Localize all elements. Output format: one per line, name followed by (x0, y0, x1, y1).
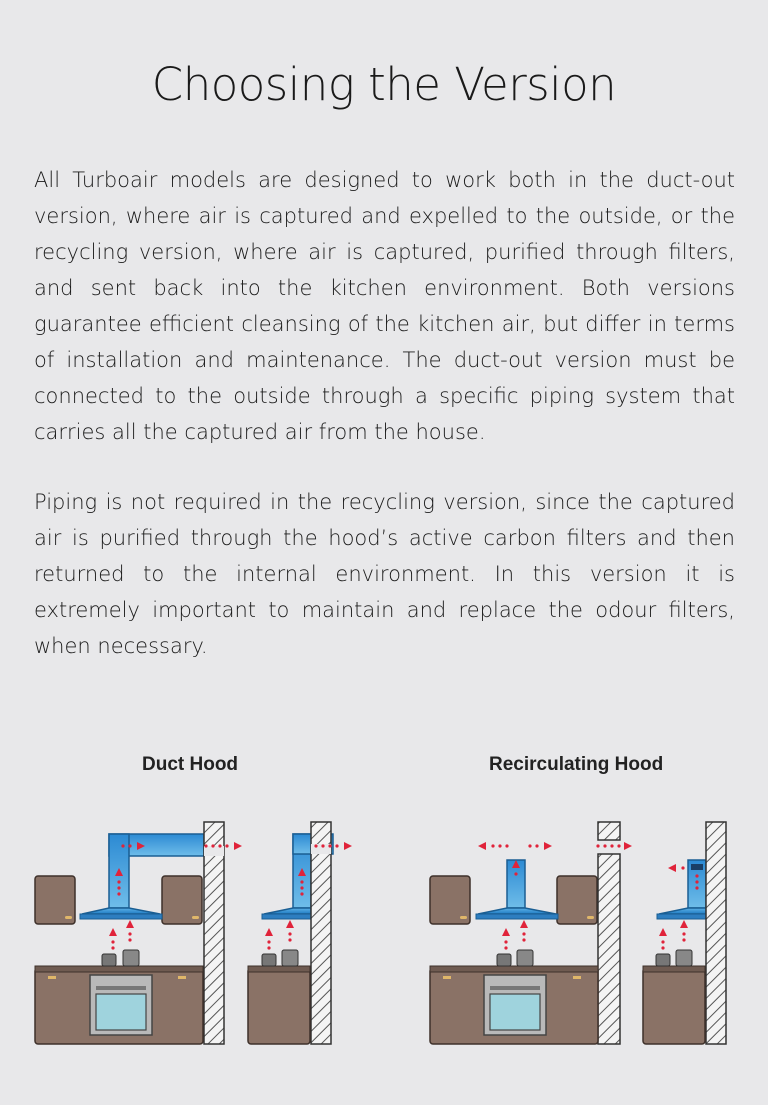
recirculating-hood-side (643, 822, 726, 1044)
duct-hood-side (248, 822, 352, 1044)
page-title: Choosing the Version (151, 58, 617, 111)
intro-paragraph: All Turboair models are designed to work both in the duct-out version, where air is captured and expelled to the outside, or the recycling version, where air is captured, purified through filters, and sent back into the kitchen environment. Both versions guarantee efficient cleansing of the kitchen air, but differ in terms of installation and maintenance. The duct-out version must be connected to the outside through a specific piping system that carries all the captured air from the house. (34, 168, 735, 444)
duct-hood-main (35, 822, 242, 1044)
recirculating-hood-title: Recirculating Hood (489, 754, 664, 775)
duct-hood-title: Duct Hood (142, 754, 239, 775)
recycling-paragraph: Piping is not required in the recycling version, since the captured air is purified through the hood’s active carbon filters and then returned to the internal environment. In this version it is extremely important to maintain and replace the odour filters, when necessary. (34, 490, 735, 658)
hood-installation-diagram (0, 810, 768, 1050)
recirculating-hood-main (430, 822, 632, 1044)
